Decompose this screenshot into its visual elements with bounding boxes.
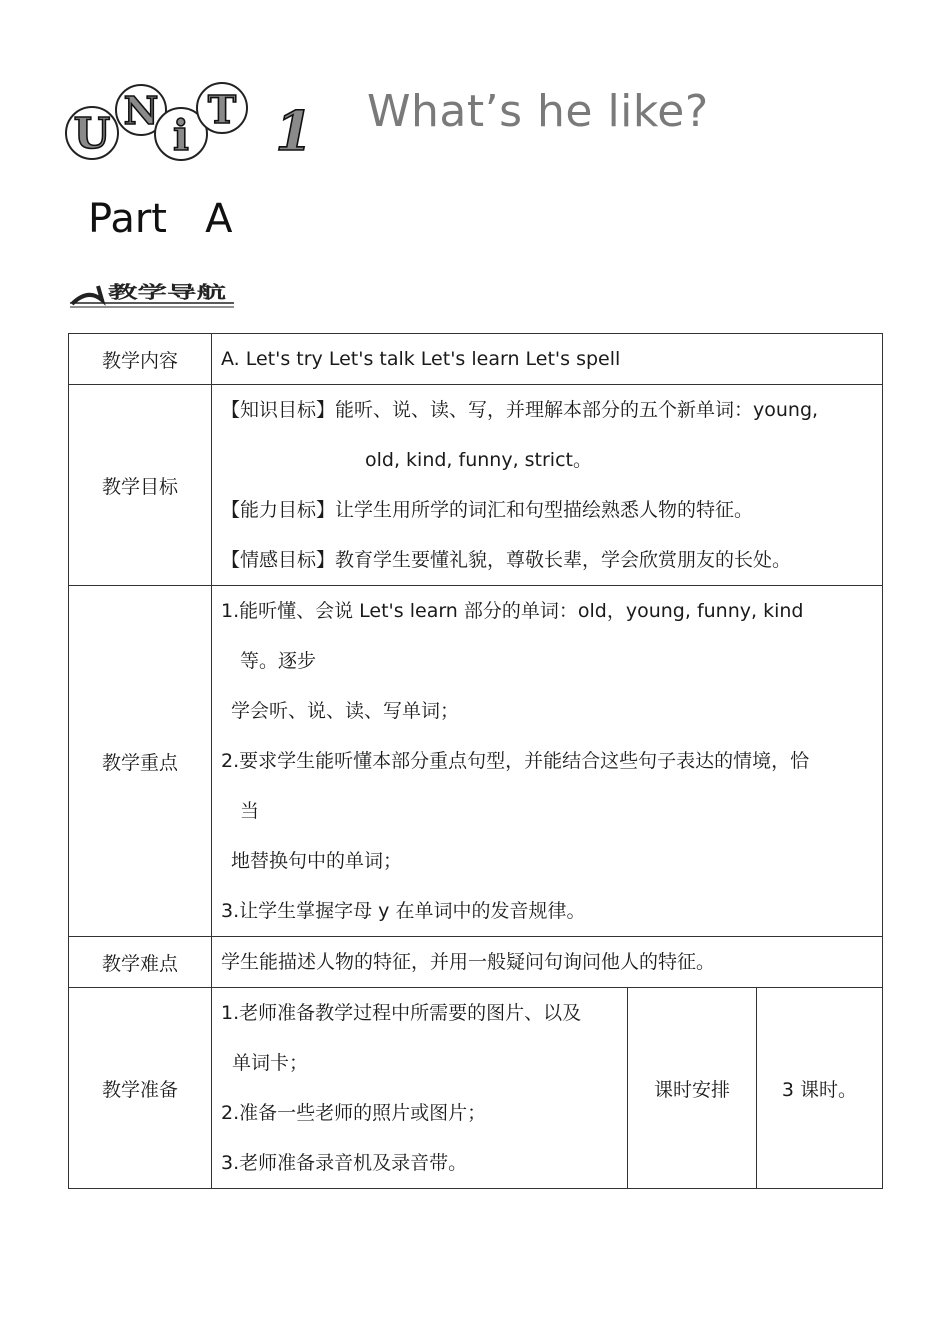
unit-letter-u: U <box>73 109 111 158</box>
key-point-line: 3.让学生掌握字母 y 在单词中的发音规律。 <box>221 900 586 922</box>
table-row-content <box>69 334 883 385</box>
row-label-key-points: 教学重点 <box>69 586 212 937</box>
guide-swoosh-icon <box>72 286 102 304</box>
table-row-difficulties <box>69 937 883 988</box>
lesson-plan-table <box>68 333 883 1189</box>
content-text: A. Let's try Let's talk Let's learn Let's spell <box>221 348 621 370</box>
difficulties-value <box>212 937 883 988</box>
preparation-line: 2.准备一些老师的照片或图片； <box>221 1102 487 1124</box>
preparation-line: 3.老师准备录音机及录音带。 <box>221 1152 468 1174</box>
key-point-line: 2.要求学生能听懂本部分重点句型，并能结合这些句子表达的情境，恰 <box>221 750 810 772</box>
key-point-line: 等。逐步 <box>240 650 317 672</box>
preparation-line: 单词卡； <box>232 1052 309 1074</box>
key-point-line: 1.能听懂、会说 Let's learn 部分的单词：old，young, funny, kind <box>221 600 804 622</box>
unit-number: 1 <box>275 99 313 163</box>
goal-emotion-line: 【情感目标】教育学生要懂礼貌，尊敬长辈，学会欣赏朋友的长处。 <box>221 549 792 571</box>
goal-knowledge-line-cont: old, kind, funny, strict。 <box>365 449 592 471</box>
key-point-line: 学会听、说、读、写单词； <box>231 700 460 722</box>
part-title: Part A <box>88 196 233 242</box>
preparation-line: 1.老师准备教学过程中所需要的图片、以及 <box>221 1002 582 1024</box>
schedule-label: 课时安排 <box>628 988 757 1189</box>
teaching-guide-banner <box>68 278 238 310</box>
row-label-preparation: 教学准备 <box>69 988 212 1189</box>
goal-knowledge-line: 【知识目标】能听、说、读、写，并理解本部分的五个新单词：young, <box>221 399 819 421</box>
table-row-preparation <box>69 988 883 1189</box>
table-row-key-points <box>69 586 883 937</box>
key-points-value <box>212 586 883 937</box>
unit-letter-t: T <box>207 87 237 132</box>
guide-label: 教学导航 <box>108 283 176 303</box>
table-row-goals <box>69 385 883 586</box>
schedule-value: 3 课时。 <box>757 988 883 1189</box>
goal-ability-line: 【能力目标】让学生用所学的词汇和句型描绘熟悉人物的特征。 <box>221 499 754 521</box>
preparation-value <box>212 988 628 1189</box>
difficulties-text: 学生能描述人物的特征，并用一般疑问句询问他人的特征。 <box>221 951 716 973</box>
unit-logo <box>62 78 322 168</box>
unit-title: What’s he like? <box>367 86 709 137</box>
row-label-goals: 教学目标 <box>69 385 212 586</box>
row-label-content: 教学内容 <box>69 334 212 385</box>
row-label-difficulties: 教学难点 <box>69 937 212 988</box>
key-point-line: 地替换句中的单词； <box>231 850 403 872</box>
key-point-line: 当 <box>240 800 260 822</box>
goals-value <box>212 385 883 586</box>
content-value <box>212 334 883 385</box>
unit-letter-i: i <box>173 111 189 160</box>
unit-letter-n: N <box>123 88 159 133</box>
